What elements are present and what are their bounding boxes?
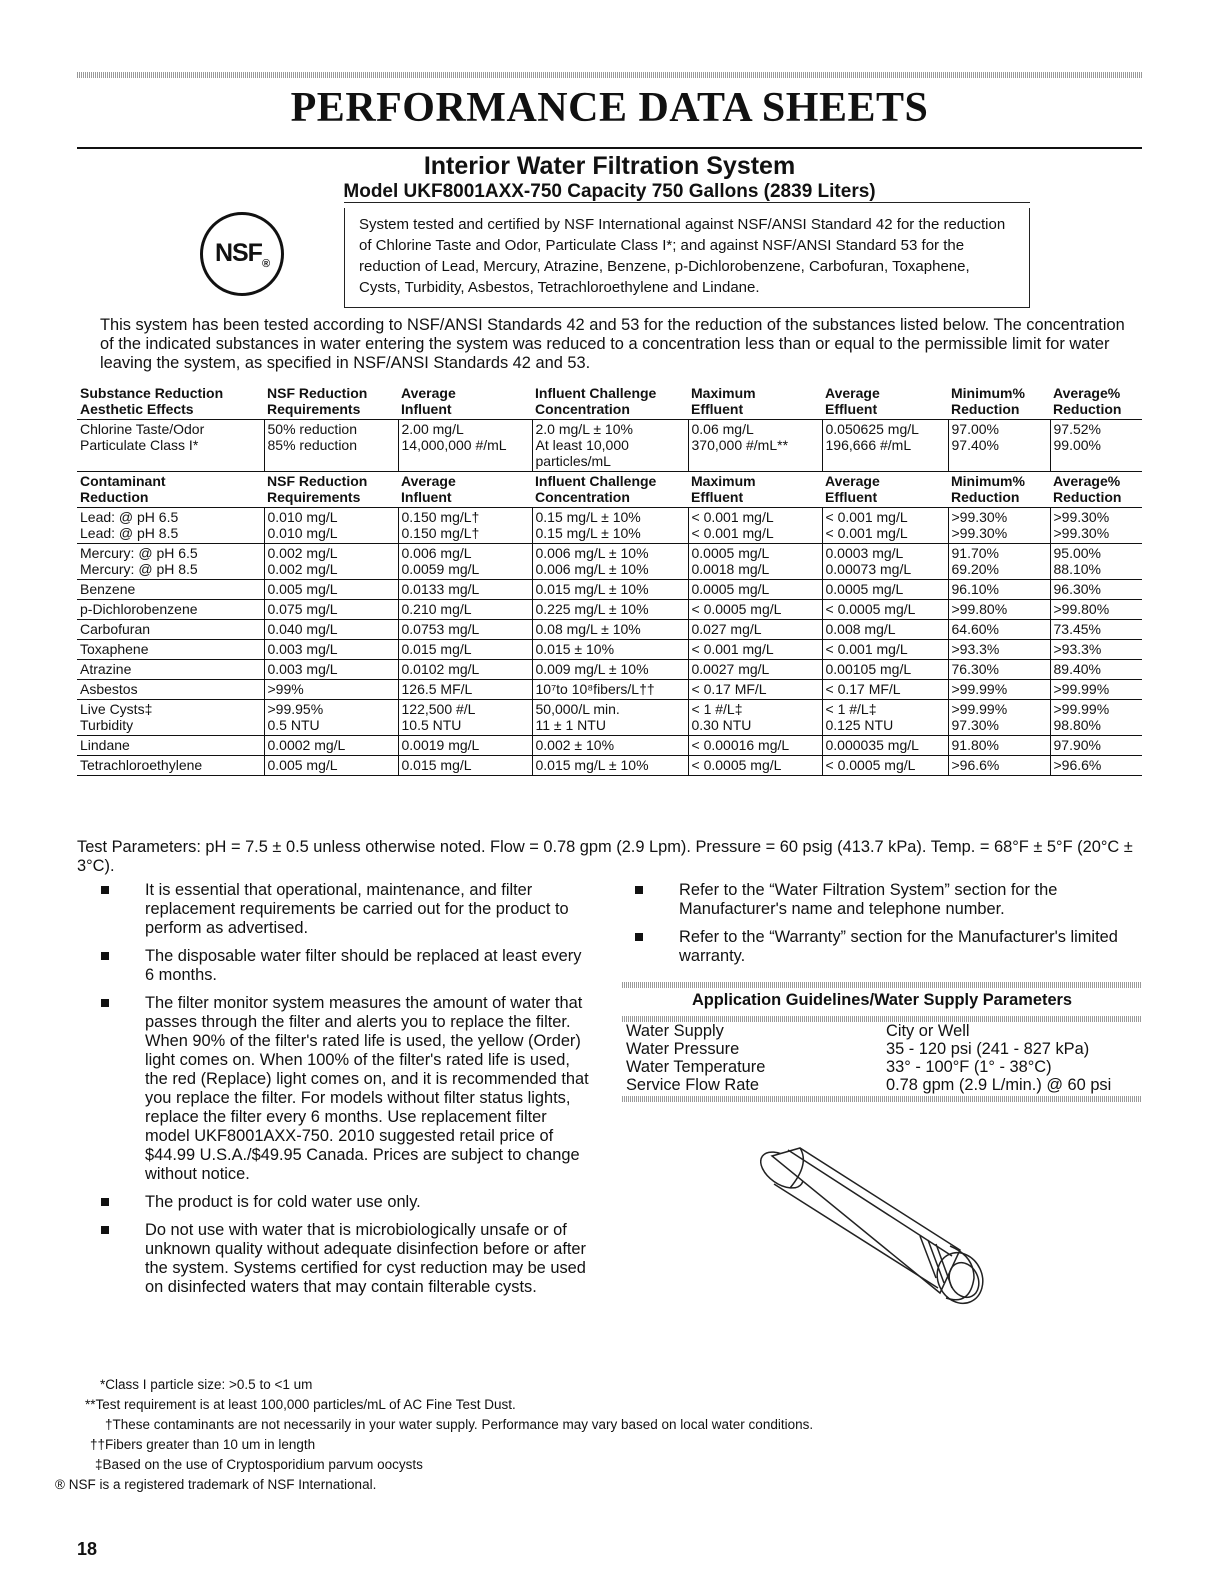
table-cell: 2.0 mg/L ± 10% At least 10,000 particles/mL xyxy=(532,420,688,472)
table-cell: >93.3% xyxy=(948,640,1050,660)
test-parameters: Test Parameters: pH = 7.5 ± 0.5 unless otherwise noted. Flow = 0.78 gpm (2.9 Lpm). Pressure = 60 psig (413.7 kPa). Temp. = 68°F ± 5°F (20°C ± 3°C). xyxy=(77,838,1133,875)
table-cell: >99.99% 98.80% xyxy=(1050,700,1142,736)
table-cell: 0.005 mg/L xyxy=(264,580,398,600)
table-row xyxy=(77,640,1142,660)
table-cell: 50% reduction 85% reduction xyxy=(264,420,398,472)
list-item: The disposable water filter should be replaced at least every 6 months. xyxy=(120,947,590,985)
table-cell: 0.0753 mg/L xyxy=(398,620,532,640)
table-cell: 97.90% xyxy=(1050,736,1142,756)
table-cell: 0.075 mg/L xyxy=(264,600,398,620)
page-title: PERFORMANCE DATA SHEETS xyxy=(290,85,929,131)
table-cell: Water Pressure xyxy=(626,1040,740,1058)
table-cell: Lead: @ pH 6.5 Lead: @ pH 8.5 xyxy=(77,508,264,544)
water-filter-illustration xyxy=(760,1128,1010,1318)
footnote: *Class I particle size: >0.5 to <1 um xyxy=(100,1377,313,1392)
table-cell: 126.5 MF/L xyxy=(398,680,532,700)
column-header: Influent Challenge Concentration xyxy=(532,384,688,420)
table-cell: >99.99% 97.30% xyxy=(948,700,1050,736)
table-cell: Carbofuran xyxy=(77,620,264,640)
column-header: Contaminant Reduction xyxy=(77,472,264,508)
table-cell: p-Dichlorobenzene xyxy=(77,600,264,620)
system-subtitle: Interior Water Filtration System xyxy=(423,152,796,180)
table-cell: 0.002 ± 10% xyxy=(532,736,688,756)
table-cell: >99.80% xyxy=(1050,600,1142,620)
table-cell: 0.15 mg/L ± 10% 0.15 mg/L ± 10% xyxy=(532,508,688,544)
table-cell: 0.0005 mg/L 0.0018 mg/L xyxy=(688,544,822,580)
table-cell: 0.027 mg/L xyxy=(688,620,822,640)
app-stripe-top xyxy=(622,982,1142,988)
table-row xyxy=(77,756,1142,776)
header-row-contaminant xyxy=(77,472,1142,508)
table-cell: Toxaphene xyxy=(77,640,264,660)
column-header: Average Effluent xyxy=(822,472,948,508)
list-item: Refer to the “Water Filtration System” section for the Manufacturer's name and telephone number. xyxy=(654,881,1142,919)
table-cell: 0.050625 mg/L 196,666 #/mL xyxy=(822,420,948,472)
table-cell: 0.002 mg/L 0.002 mg/L xyxy=(264,544,398,580)
table-cell: 0.0102 mg/L xyxy=(398,660,532,680)
table-cell: < 0.0005 mg/L xyxy=(688,756,822,776)
table-cell: 2.00 mg/L 14,000,000 #/mL xyxy=(398,420,532,472)
table-row xyxy=(77,580,1142,600)
table-cell: Water Temperature xyxy=(626,1058,766,1076)
table-cell: 0.210 mg/L xyxy=(398,600,532,620)
table-cell: 0.008 mg/L xyxy=(822,620,948,640)
table-cell: 0.0003 mg/L 0.00073 mg/L xyxy=(822,544,948,580)
column-header: Minimum% Reduction xyxy=(948,384,1050,420)
list-item: The filter monitor system measures the amount of water that passes through the filter and alerts you to replace the filter. When 90% of the filter's rated life is used, the yellow (Order) light comes on. When 100% of the filter's rated life is used, the red (Replace) light comes on, and it is recommended that you replace the filter. For models without filter status lights, replace the filter every 6 months. Use replacement filter model UKF8001AXX-750. 2010 suggested retail price of $44.99 U.S.A./$49.95 Canada. Prices are subject to change without notice. xyxy=(120,994,590,1184)
table-cell: >99.95% 0.5 NTU xyxy=(264,700,398,736)
intro-paragraph: This system has been tested according to NSF/ANSI Standards 42 and 53 for the reduction of the substances listed below. The concentration of the indicated substances in water entering the system was reduced to a concentration less than or equal to the permissible limit for water leaving the system, as specified in NSF/ANSI Standards 42 and 53. xyxy=(100,316,1125,372)
table-cell: < 1 #/L‡ 0.30 NTU xyxy=(688,700,822,736)
footnote: ® NSF is a registered trademark of NSF International. xyxy=(55,1477,377,1492)
column-header: Average Effluent xyxy=(822,384,948,420)
column-header: NSF Reduction Requirements xyxy=(264,384,398,420)
title-rule xyxy=(77,147,1142,149)
table-cell: 97.52% 99.00% xyxy=(1050,420,1142,472)
table-cell: Asbestos xyxy=(77,680,264,700)
table-cell: 0.015 ± 10% xyxy=(532,640,688,660)
table-cell: Water Supply xyxy=(626,1022,724,1040)
table-cell: < 0.001 mg/L < 0.001 mg/L xyxy=(822,508,948,544)
left-bullet-list xyxy=(120,881,590,1306)
table-cell: >96.6% xyxy=(1050,756,1142,776)
table-cell: 0.003 mg/L xyxy=(264,640,398,660)
app-guidelines-table xyxy=(622,1022,1142,1094)
table-cell: < 0.0005 mg/L xyxy=(822,600,948,620)
table-row xyxy=(77,600,1142,620)
table-cell: 0.150 mg/L† 0.150 mg/L† xyxy=(398,508,532,544)
column-header: Average Influent xyxy=(398,472,532,508)
table-cell: 33° - 100°F (1° - 38°C) xyxy=(886,1058,1052,1076)
table-cell: City or Well xyxy=(886,1022,970,1040)
table-cell: 76.30% xyxy=(948,660,1050,680)
table-cell: 95.00% 88.10% xyxy=(1050,544,1142,580)
table-cell: 122,500 #/L 10.5 NTU xyxy=(398,700,532,736)
table-cell: 0.003 mg/L xyxy=(264,660,398,680)
table-cell: >99.99% xyxy=(1050,680,1142,700)
column-header: Average% Reduction xyxy=(1050,384,1142,420)
page-number: 18 xyxy=(77,1539,98,1559)
table-cell: 0.009 mg/L ± 10% xyxy=(532,660,688,680)
footnote: **Test requirement is at least 100,000 particles/mL of AC Fine Test Dust. xyxy=(85,1397,516,1412)
table-row xyxy=(77,700,1142,736)
table-cell: >99.30% >99.30% xyxy=(948,508,1050,544)
table-cell: Service Flow Rate xyxy=(626,1076,759,1094)
app-stripe-bottom xyxy=(622,1096,1142,1102)
table-cell: >93.3% xyxy=(1050,640,1142,660)
table-cell: 0.0133 mg/L xyxy=(398,580,532,600)
column-header: Minimum% Reduction xyxy=(948,472,1050,508)
table-cell: Atrazine xyxy=(77,660,264,680)
list-item: It is essential that operational, maintenance, and filter replacement requirements be carried out for the product to perform as advertised. xyxy=(120,881,590,938)
table-cell: 0.015 mg/L xyxy=(398,640,532,660)
table-row xyxy=(77,620,1142,640)
column-header: Average% Reduction xyxy=(1050,472,1142,508)
table-cell: 0.006 mg/L 0.0059 mg/L xyxy=(398,544,532,580)
table-cell: >99.80% xyxy=(948,600,1050,620)
column-header: Average Influent xyxy=(398,384,532,420)
column-header: NSF Reduction Requirements xyxy=(264,472,398,508)
table-cell: < 0.17 MF/L xyxy=(688,680,822,700)
table-cell: Live Cysts‡ Turbidity xyxy=(77,700,264,736)
header-row-aesthetic xyxy=(77,384,1142,420)
top-stripe xyxy=(77,72,1142,78)
table-cell: 0.225 mg/L ± 10% xyxy=(532,600,688,620)
table-cell: 64.60% xyxy=(948,620,1050,640)
table-cell: < 0.001 mg/L xyxy=(688,640,822,660)
table-cell: 0.015 mg/L ± 10% xyxy=(532,580,688,600)
app-guideline-row xyxy=(622,1040,1142,1058)
right-bullet-list xyxy=(654,881,1142,975)
nsf-logo-text: $NSF_®$ xyxy=(214,238,270,270)
table-cell: < 0.00016 mg/L xyxy=(688,736,822,756)
list-item: The product is for cold water use only. xyxy=(120,1193,590,1212)
list-item: Refer to the “Warranty” section for the Manufacturer's limited warranty. xyxy=(654,928,1142,966)
footnote: ‡Based on the use of Cryptosporidium parvum oocysts xyxy=(95,1457,423,1472)
footnote: ††Fibers greater than 10 um in length xyxy=(90,1437,316,1452)
table-cell: 73.45% xyxy=(1050,620,1142,640)
table-cell: 0.006 mg/L ± 10% 0.006 mg/L ± 10% xyxy=(532,544,688,580)
table-cell: 0.78 gpm (2.9 L/min.) @ 60 psi xyxy=(886,1076,1112,1094)
column-header: Maximum Effluent xyxy=(688,384,822,420)
table-cell: < 0.17 MF/L xyxy=(822,680,948,700)
table-row xyxy=(77,680,1142,700)
table-row xyxy=(77,420,1142,472)
table-cell: 0.0027 mg/L xyxy=(688,660,822,680)
table-cell: 0.0002 mg/L xyxy=(264,736,398,756)
table-cell: 91.70% 69.20% xyxy=(948,544,1050,580)
table-cell: 96.10% xyxy=(948,580,1050,600)
footnote: †These contaminants are not necessarily in your water supply. Performance may vary based on local water conditions. xyxy=(105,1417,814,1432)
table-cell: 0.06 mg/L 370,000 #/mL** xyxy=(688,420,822,472)
table-cell: 89.40% xyxy=(1050,660,1142,680)
app-guideline-row xyxy=(622,1076,1142,1094)
table-cell: 91.80% xyxy=(948,736,1050,756)
column-header: Maximum Effluent xyxy=(688,472,822,508)
table-cell: < 0.001 mg/L xyxy=(822,640,948,660)
table-cell: Mercury: @ pH 6.5 Mercury: @ pH 8.5 xyxy=(77,544,264,580)
table-cell: 0.015 mg/L xyxy=(398,756,532,776)
table-cell: Tetrachloroethylene xyxy=(77,756,264,776)
table-cell: 35 - 120 psi (241 - 827 kPa) xyxy=(886,1040,1090,1058)
table-cell: < 0.001 mg/L < 0.001 mg/L xyxy=(688,508,822,544)
table-cell: Benzene xyxy=(77,580,264,600)
model-line: Model UKF8001AXX-750 Capacity 750 Gallons (2839 Liters) xyxy=(343,181,876,202)
table-cell: 0.015 mg/L ± 10% xyxy=(532,756,688,776)
table-cell: 0.00105 mg/L xyxy=(822,660,948,680)
column-header: Influent Challenge Concentration xyxy=(532,472,688,508)
app-guidelines-title: Application Guidelines/Water Supply Parameters xyxy=(691,991,1073,1009)
table-row xyxy=(77,660,1142,680)
table-cell: 0.040 mg/L xyxy=(264,620,398,640)
table-row xyxy=(77,736,1142,756)
table-cell: < 0.0005 mg/L xyxy=(822,756,948,776)
table-cell: 97.00% 97.40% xyxy=(948,420,1050,472)
table-cell: >99% xyxy=(264,680,398,700)
app-guideline-row xyxy=(622,1022,1142,1040)
table-cell: 0.0005 mg/L xyxy=(688,580,822,600)
table-row xyxy=(77,544,1142,580)
certification-box: System tested and certified by NSF International against NSF/ANSI Standard 42 for the reduction of Chlorine Taste and Odor, Particulate Class I*; and against NSF/ANSI Standard 53 for the reduction of Lead, Mercury, Atrazine, Benzene, p-Dichlorobenzene, Carbofuran, Toxaphene, Cysts, Turbidity, Asbestos, Tetrachloroethylene and Lindane. xyxy=(344,208,1030,308)
cert-box-top xyxy=(344,202,1030,203)
table-cell: 0.005 mg/L xyxy=(264,756,398,776)
table-cell: 50,000/L min. 11 ± 1 NTU xyxy=(532,700,688,736)
table-cell: >99.30% >99.30% xyxy=(1050,508,1142,544)
table-cell: >99.99% xyxy=(948,680,1050,700)
performance-table xyxy=(77,384,1142,776)
table-cell: Lindane xyxy=(77,736,264,756)
table-cell: 0.0005 mg/L xyxy=(822,580,948,600)
column-header: Substance Reduction Aesthetic Effects xyxy=(77,384,264,420)
app-guideline-row xyxy=(622,1058,1142,1076)
table-cell: 0.0019 mg/L xyxy=(398,736,532,756)
table-cell: Chlorine Taste/Odor Particulate Class I* xyxy=(77,420,264,472)
table-cell: 0.08 mg/L ± 10% xyxy=(532,620,688,640)
table-cell: 0.010 mg/L 0.010 mg/L xyxy=(264,508,398,544)
table-cell: 96.30% xyxy=(1050,580,1142,600)
table-cell: 0.000035 mg/L xyxy=(822,736,948,756)
table-cell: 10⁷to 10⁸fibers/L†† xyxy=(532,680,688,700)
table-row xyxy=(77,508,1142,544)
table-cell: < 0.0005 mg/L xyxy=(688,600,822,620)
list-item: Do not use with water that is microbiologically unsafe or of unknown quality without adequate disinfection before or after the system. Systems certified for cyst reduction may be used on disinfected waters that may contain filterable cysts. xyxy=(120,1221,590,1297)
nsf-logo-icon xyxy=(200,212,284,296)
footnotes xyxy=(55,1375,1155,1495)
table-cell: < 1 #/L‡ 0.125 NTU xyxy=(822,700,948,736)
table-cell: >96.6% xyxy=(948,756,1050,776)
